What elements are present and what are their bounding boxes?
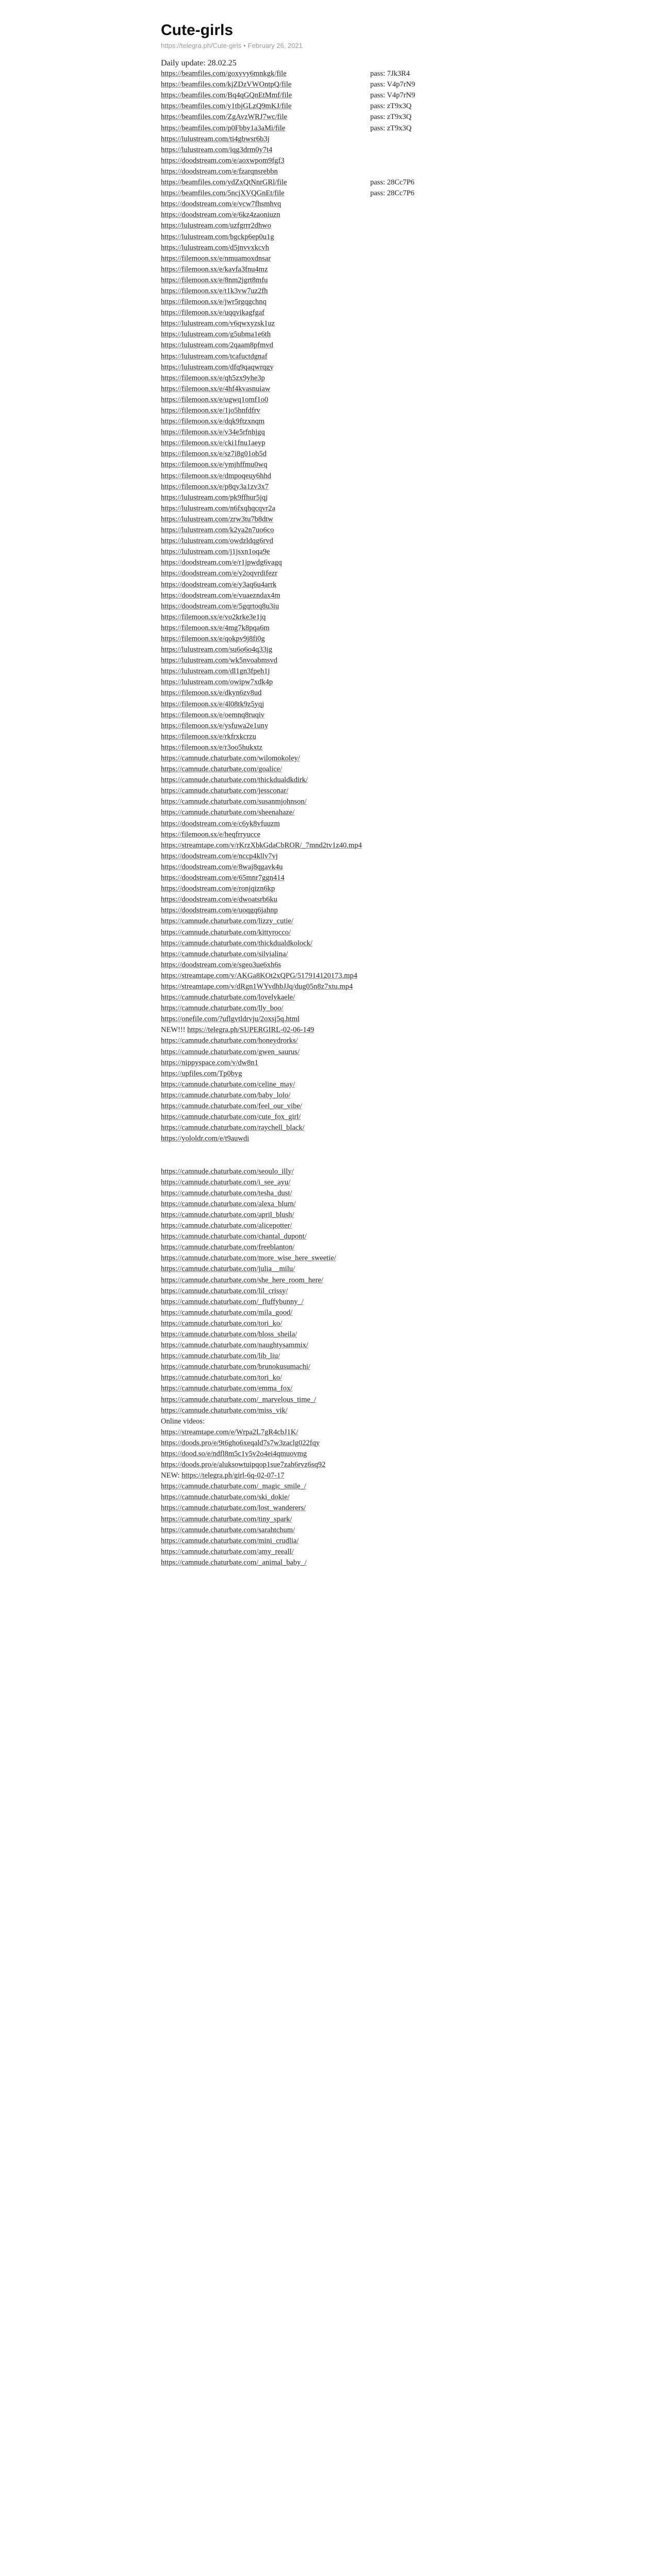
external-link[interactable]: https://streamtape.com/e/Wrpa2L7gR4cbJ1K/ <box>161 1428 299 1436</box>
external-link[interactable]: https://camnude.chaturbate.com/tiny_spark/ <box>161 1515 292 1523</box>
external-link[interactable]: https://camnude.chaturbate.com/more_wise_here_sweetie/ <box>161 1254 336 1263</box>
external-link[interactable]: https://streamtape.com/v/AKGa8KOt2xQPG/517914120173.mp4 <box>161 971 357 980</box>
external-link[interactable]: https://camnude.chaturbate.com/seoulo_illy/ <box>161 1167 294 1176</box>
password-text: pass: zT9x3Q <box>370 102 412 111</box>
external-link[interactable]: https://doodstream.com/e/65mnr7ggn414 <box>161 874 285 883</box>
external-link[interactable]: https://camnude.chaturbate.com/lib_liu/ <box>161 1352 280 1361</box>
external-link[interactable]: https://telegra.ph/girl-6q-02-07-17 <box>181 1471 285 1480</box>
external-link[interactable]: https://lulustream.com/wk5nvoabmsvd <box>161 656 277 665</box>
external-link[interactable]: https://camnude.chaturbate.com/tori_ko/ <box>161 1374 283 1382</box>
list-item <box>161 829 501 840</box>
external-link[interactable]: https://filemoon.sx/e/kavfa3fnu4mz <box>161 265 268 274</box>
external-link[interactable]: https://camnude.chaturbate.com/mila_good/ <box>161 1308 293 1317</box>
external-link[interactable]: https://camnude.chaturbate.com/gwen_saurus/ <box>161 1047 300 1056</box>
list-item <box>161 351 501 362</box>
list-item <box>161 1003 501 1014</box>
list-item <box>161 1231 501 1242</box>
list-item <box>161 329 501 340</box>
external-link[interactable]: https://camnude.chaturbate.com/lizzy_cutie/ <box>161 917 293 926</box>
list-item <box>161 166 501 177</box>
external-link[interactable]: https://filemoon.sx/e/4hf4kvasnuiaw <box>161 384 271 393</box>
list-item <box>161 807 501 818</box>
list-item <box>161 525 501 536</box>
list-item <box>161 1318 501 1329</box>
external-link[interactable]: https://lulustream.com/uzfgrrr2dhwo <box>161 222 271 230</box>
external-link[interactable]: https://doodstream.com/e/r1jpwdg6vagq <box>161 558 282 567</box>
list-item <box>161 101 501 112</box>
list-item <box>161 438 501 449</box>
list-item <box>161 449 501 460</box>
external-link[interactable]: https://filemoon.sx/e/vo2krke3e1jq <box>161 613 266 621</box>
external-link[interactable]: https://doodstream.com/e/sgeo3ue6xh6s <box>161 960 282 969</box>
external-link[interactable]: https://camnude.chaturbate.com/jessconar/ <box>161 787 289 795</box>
external-link[interactable]: https://camnude.chaturbate.com/brunokusumachi/ <box>161 1363 310 1371</box>
password-text: pass: 28Cc7P6 <box>370 178 415 187</box>
list-item <box>161 427 501 438</box>
list-item <box>161 1036 501 1046</box>
list-item <box>161 156 501 166</box>
password-text: pass: V4p7rN9 <box>370 80 416 89</box>
external-link[interactable]: https://lulustream.com/pk9ffhur5jqj <box>161 493 268 502</box>
list-item <box>161 405 501 416</box>
external-link[interactable]: https://filemoon.sx/e/cki1fnu1aeyp <box>161 439 266 448</box>
external-link[interactable]: https://camnude.chaturbate.com/thickdualdkolock/ <box>161 939 312 947</box>
list-item <box>161 1383 501 1394</box>
external-link[interactable]: https://lulustream.com/zrw3tu7b8dtw <box>161 515 273 523</box>
external-link[interactable]: https://camnude.chaturbate.com/alicepotter/ <box>161 1222 292 1230</box>
external-link[interactable]: https://lulustream.com/d5jnvvxkcvh <box>161 243 269 252</box>
list-item <box>161 253 501 264</box>
external-link[interactable]: https://camnude.chaturbate.com/_marvelous_time_/ <box>161 1395 317 1404</box>
list-item <box>161 819 501 829</box>
list-item <box>161 1014 501 1025</box>
external-link[interactable]: https://camnude.chaturbate.com/_magic_smile_/ <box>161 1482 306 1491</box>
external-link[interactable]: https://doodstream.com/e/5gqrtoq8u3iu <box>161 602 279 611</box>
external-link[interactable]: https://doodstream.com/e/6kz4zaoniuzn <box>161 211 280 219</box>
list-item <box>161 742 501 753</box>
external-link[interactable]: https://camnude.chaturbate.com/raychell_black/ <box>161 1124 305 1132</box>
list-item <box>161 1557 501 1568</box>
list-item <box>161 775 501 786</box>
external-link[interactable]: https://camnude.chaturbate.com/kittyrocco/ <box>161 928 291 937</box>
article-date: February 26, 2021 <box>247 42 303 49</box>
list-item <box>161 1188 501 1199</box>
list-item <box>161 645 501 655</box>
external-link[interactable]: https://filemoon.sx/e/v34e5rfnhjgq <box>161 428 265 437</box>
list-item <box>161 1199 501 1210</box>
external-link[interactable]: https://camnude.chaturbate.com/emma_fox/ <box>161 1384 293 1393</box>
external-link[interactable]: https://camnude.chaturbate.com/tesha_dust/ <box>161 1189 292 1197</box>
link-list <box>161 69 501 1568</box>
list-item <box>161 1460 501 1470</box>
list-item <box>161 1427 501 1438</box>
list-item <box>161 362 501 373</box>
external-link[interactable]: https://camnude.chaturbate.com/ski_dokie/ <box>161 1493 290 1502</box>
list-item <box>161 1438 501 1449</box>
list-item <box>161 949 501 960</box>
list-item <box>161 905 501 916</box>
external-link[interactable]: https://camnude.chaturbate.com/chantal_dupont/ <box>161 1232 307 1241</box>
list-item <box>161 916 501 927</box>
external-link[interactable]: https://camnude.chaturbate.com/tori_ko/ <box>161 1319 283 1328</box>
line-label: NEW!!! <box>161 1026 188 1035</box>
list-item <box>161 471 501 482</box>
list-item <box>161 894 501 905</box>
list-item <box>161 721 501 732</box>
list-item <box>161 981 501 992</box>
list-item <box>161 623 501 634</box>
list-item <box>161 384 501 395</box>
list-item <box>161 145 501 156</box>
list-item <box>161 1253 501 1264</box>
list-item <box>161 90 501 101</box>
external-link[interactable]: https://doodstream.com/e/y2oqvrdifezr <box>161 569 277 578</box>
list-item <box>161 221 501 231</box>
list-item <box>161 764 501 775</box>
list-item <box>161 710 501 721</box>
list-item <box>161 634 501 645</box>
list-item <box>161 1351 501 1362</box>
list-item <box>161 482 501 493</box>
list-item <box>161 493 501 503</box>
list-item <box>161 318 501 329</box>
external-link[interactable]: https://lulustream.com/dfq9qaqwrqgy <box>161 363 274 371</box>
external-link[interactable]: https://beamfiles.com/Bq4qGQnEtMmf/file <box>161 91 292 100</box>
external-link[interactable]: https://filemoon.sx/e/nmuamoxdnsar <box>161 254 271 263</box>
external-link[interactable]: https://beamfiles.com/ZgAvzWRJ7wc/file <box>161 113 287 122</box>
list-item <box>161 460 501 470</box>
external-link[interactable]: https://camnude.chaturbate.com/naughtysammix/ <box>161 1341 308 1350</box>
list-item <box>161 188 501 199</box>
list-item <box>161 1166 501 1177</box>
list-item <box>161 1275 501 1286</box>
external-link[interactable]: https://filemoon.sx/e/sz7i8g01ob5d <box>161 450 267 459</box>
external-link[interactable]: https://camnude.chaturbate.com/cute_fox_girl/ <box>161 1113 301 1122</box>
list-item <box>161 612 501 623</box>
list-item <box>161 677 501 688</box>
list-item <box>161 547 501 557</box>
external-link[interactable]: https://filemoon.sx/e/t1k3vw7uz2fh <box>161 286 268 295</box>
external-link[interactable]: https://camnude.chaturbate.com/julia__milu/ <box>161 1265 295 1274</box>
external-link[interactable]: https://filemoon.sx/e/heqfrryucce <box>161 830 260 839</box>
list-item <box>161 971 501 981</box>
list-item <box>161 1329 501 1340</box>
list-item <box>161 786 501 796</box>
external-link[interactable]: https://doodstream.com/e/ronjqizn6kp <box>161 885 275 893</box>
external-link[interactable]: https://doods.pro/e/9t6gho6xeqald7s7w3zaclg022fqy <box>161 1438 320 1447</box>
list-item <box>161 210 501 221</box>
external-link[interactable]: https://doodstream.com/e/fzarqnsrebbn <box>161 167 278 176</box>
list-item <box>161 1079 501 1090</box>
external-link[interactable]: https://camnude.chaturbate.com/susanmjohnson/ <box>161 798 307 806</box>
external-link[interactable]: https://filemoon.sx/e/ugwq1omf1o0 <box>161 395 269 404</box>
list-item <box>161 666 501 677</box>
external-link[interactable]: https://camnude.chaturbate.com/feel_our_vibe/ <box>161 1102 302 1110</box>
external-link[interactable]: https://doodstream.com/e/8waj8qgavk4u <box>161 862 283 871</box>
external-link[interactable]: https://filemoon.sx/e/jwr5rgqgchnq <box>161 298 267 307</box>
external-link[interactable]: https://doodstream.com/e/uoqgq6jahnp <box>161 906 278 915</box>
list-item <box>161 568 501 579</box>
list-item <box>161 1221 501 1231</box>
list-item <box>161 1177 501 1188</box>
list-item <box>161 1492 501 1503</box>
list-item <box>161 275 501 286</box>
list-item <box>161 1362 501 1372</box>
external-link[interactable]: https://filemoon.sx/e/uqqvikagfgaf <box>161 309 264 317</box>
external-link[interactable]: https://camnude.chaturbate.com/baby_lolo/ <box>161 1091 291 1099</box>
password-text: pass: zT9x3Q <box>370 124 412 132</box>
external-link[interactable]: https://filemoon.sx/e/1jo5hnfdfrv <box>161 406 260 415</box>
list-item <box>161 1069 501 1079</box>
list-item <box>161 1297 501 1308</box>
list-item <box>161 1123 501 1133</box>
external-link[interactable]: https://camnude.chaturbate.com/goalice/ <box>161 765 283 774</box>
external-link[interactable]: https://beamfiles.com/5ncjXVQGnEt/file <box>161 189 285 198</box>
list-item <box>161 1405 501 1416</box>
article-url[interactable]: https://telegra.ph/Cute-girls <box>161 42 242 49</box>
list-item <box>161 1308 501 1318</box>
external-link[interactable]: https://beamfiles.com/ydZxQtNnrGRl/file <box>161 178 287 187</box>
external-link[interactable]: https://camnude.chaturbate.com/she_here_room_here/ <box>161 1276 323 1284</box>
external-link[interactable]: https://onefile.com/?uflgvtldrvju/2oxsj5q.html <box>161 1015 300 1024</box>
external-link[interactable]: https://camnude.chaturbate.com/lost_wanderers/ <box>161 1504 306 1513</box>
list-item <box>161 753 501 764</box>
list-item <box>161 232 501 243</box>
list-item <box>161 308 501 318</box>
external-link[interactable]: https://filemoon.sx/e/4l08tk9z5yqj <box>161 700 264 708</box>
external-link[interactable]: https://lulustream.com/k2ya2n7uo6co <box>161 526 274 535</box>
list-item <box>161 1416 501 1427</box>
list-item <box>161 1058 501 1069</box>
external-link[interactable]: https://filemoon.sx/e/ysfuwa2e1uny <box>161 721 269 730</box>
external-link[interactable]: https://lulustream.com/j1jsxn1oqa9e <box>161 548 270 556</box>
list-item <box>161 1210 501 1221</box>
external-link[interactable]: https://lulustream.com/owipw7xdk4p <box>161 678 273 687</box>
external-link[interactable]: https://doodstream.com/e/c6yk8vfuuzm <box>161 819 280 828</box>
password-text: pass: zT9x3Q <box>370 113 412 122</box>
external-link[interactable]: https://lulustream.com/v6qwxyzsk1uz <box>161 319 275 328</box>
list-item <box>161 1047 501 1058</box>
list-item <box>161 960 501 971</box>
external-link[interactable]: https://yololdr.com/e/t9auwdi <box>161 1134 250 1143</box>
external-link[interactable]: https://filemoon.sx/e/rkfrxkcrzu <box>161 732 256 741</box>
external-link[interactable]: https://filemoon.sx/e/oemnq8ruqiv <box>161 710 264 719</box>
external-link[interactable]: https://camnude.chaturbate.com/sarahtchum/ <box>161 1526 295 1534</box>
list-item <box>161 79 501 90</box>
external-link[interactable]: https://camnude.chaturbate.com/_animal_baby_/ <box>161 1558 307 1567</box>
list-item <box>161 1470 501 1481</box>
external-link[interactable]: https://camnude.chaturbate.com/celine_may/ <box>161 1080 295 1089</box>
article <box>161 21 501 1568</box>
spacer <box>161 1155 501 1166</box>
page-title: Cute-girls <box>161 22 234 39</box>
external-link[interactable]: https://doods.pro/e/aluksowtuipqop1sue7zah6rvz6sq92 <box>161 1461 326 1469</box>
list-item <box>161 1133 501 1144</box>
external-link[interactable]: https://streamtape.com/v/dRgn1WYvdhbJJq/dug05n8z7xtu.mp4 <box>161 982 353 991</box>
list-item <box>161 1286 501 1297</box>
list-item <box>161 873 501 884</box>
external-link[interactable]: https://camnude.chaturbate.com/amy_reeall/ <box>161 1547 294 1556</box>
external-link[interactable]: https://filemoon.sx/e/4mg7k8pqa6m <box>161 623 270 632</box>
list-item <box>161 1372 501 1383</box>
list-item <box>161 1449 501 1460</box>
external-link[interactable]: https://filemoon.sx/e/p8qy3a1zv3x7 <box>161 482 269 491</box>
list-item <box>161 1101 501 1112</box>
external-link[interactable]: https://camnude.chaturbate.com/sheenahaze/ <box>161 808 295 817</box>
list-item <box>161 1514 501 1525</box>
external-link[interactable]: https://camnude.chaturbate.com/lil_crissy/ <box>161 1286 288 1295</box>
list-item <box>161 243 501 253</box>
external-link[interactable]: https://camnude.chaturbate.com/silvialina/ <box>161 950 288 958</box>
list-item <box>161 416 501 427</box>
external-link[interactable]: https://filemoon.sx/e/qokpv9j8fi0g <box>161 634 265 643</box>
external-link[interactable]: https://lulustream.com/iqg3drm0y7t4 <box>161 145 273 154</box>
external-link[interactable]: https://doodstream.com/e/aoxwpom9fgf3 <box>161 156 285 165</box>
external-link[interactable]: https://nippyspace.com/v/dw8n1 <box>161 1058 258 1067</box>
list-item <box>161 884 501 894</box>
line-label: NEW: <box>161 1471 182 1480</box>
list-item <box>161 395 501 405</box>
list-item <box>161 373 501 384</box>
external-link[interactable]: https://filemoon.sx/e/dqk9ftzxnqm <box>161 417 264 426</box>
list-item <box>161 1112 501 1123</box>
list-item <box>161 177 501 188</box>
external-link[interactable]: https://camnude.chaturbate.com/lly_boo/ <box>161 1004 284 1013</box>
list-item <box>161 514 501 525</box>
external-link[interactable]: https://beamfiles.com/goxyvy6mnkgk/file <box>161 70 287 78</box>
list-item <box>161 1481 501 1492</box>
external-link[interactable]: https://camnude.chaturbate.com/i_see_ayu/ <box>161 1178 291 1187</box>
external-link[interactable]: https://lulustream.com/owdzldqg6rvd <box>161 537 273 546</box>
spacer <box>161 1144 501 1155</box>
external-link[interactable]: https://camnude.chaturbate.com/miss_vik/ <box>161 1406 288 1415</box>
list-item <box>161 297 501 308</box>
external-link[interactable]: https://camnude.chaturbate.com/bloss_sheila/ <box>161 1330 297 1338</box>
list-item <box>161 286 501 297</box>
external-link[interactable]: https://camnude.chaturbate.com/freeblanton/ <box>161 1243 295 1252</box>
list-item <box>161 1547 501 1557</box>
external-link[interactable]: https://lulustream.com/g5ubma1e6th <box>161 330 271 339</box>
external-link[interactable]: https://doodstream.com/e/vuaezndax4m <box>161 591 280 600</box>
external-link[interactable]: https://telegra.ph/SUPERGIRL-02-06-149 <box>187 1026 315 1035</box>
external-link[interactable]: https://doodstream.com/e/y3aq6u4arrk <box>161 580 277 589</box>
external-link[interactable]: https://doodstream.com/e/nccp4kllv7vj <box>161 852 278 860</box>
list-item <box>161 1242 501 1253</box>
external-link[interactable]: https://camnude.chaturbate.com/april_blush/ <box>161 1210 294 1219</box>
list-item <box>161 264 501 275</box>
external-link[interactable]: https://lulustream.com/ti4gbwsr6b3j <box>161 134 270 143</box>
external-link[interactable]: https://filemoon.sx/e/dmpoqeuy6hhd <box>161 471 271 480</box>
list-item <box>161 862 501 873</box>
list-item <box>161 1340 501 1351</box>
list-item <box>161 601 501 612</box>
list-item <box>161 992 501 1003</box>
list-item <box>161 699 501 710</box>
list-item <box>161 340 501 351</box>
list-item <box>161 927 501 938</box>
list-item <box>161 1395 501 1405</box>
list-item <box>161 134 501 145</box>
password-text: pass: 7Jk3R4 <box>370 70 410 78</box>
password-text: pass: V4p7rN9 <box>370 91 416 100</box>
list-item <box>161 1090 501 1101</box>
meta-separator: • <box>243 42 246 49</box>
list-item <box>161 503 501 514</box>
list-item <box>161 655 501 666</box>
external-link[interactable]: https://streamtape.com/v/rKrzXbkGdaCbROR/_7mnd2tv1z40.mp4 <box>161 841 362 850</box>
list-item <box>161 536 501 547</box>
intro-text: Daily update: 28.02.25 <box>161 59 237 67</box>
list-item <box>161 1503 501 1514</box>
external-link[interactable]: https://camnude.chaturbate.com/mini_crudlia/ <box>161 1536 299 1545</box>
external-link[interactable]: https://dood.so/e/ndfl8m5c1v5v2o4ei4qmuovmg <box>161 1450 307 1458</box>
list-item <box>161 796 501 807</box>
external-link[interactable]: https://lulustream.com/n6fxqhqcqvr2a <box>161 504 275 513</box>
external-link[interactable]: https://lulustream.com/bgckp6ep0u1g <box>161 232 274 241</box>
external-link[interactable]: https://camnude.chaturbate.com/alexa_blurn/ <box>161 1199 296 1208</box>
external-link[interactable]: https://lulustream.com/tcafuctdgnaf <box>161 352 268 361</box>
external-link[interactable]: https://camnude.chaturbate.com/honeydrorks/ <box>161 1037 298 1045</box>
article-meta <box>161 41 501 50</box>
list-item <box>161 938 501 949</box>
list-item <box>161 688 501 699</box>
external-link[interactable]: https://doodstream.com/e/vcw7fhsmhvq <box>161 200 282 209</box>
list-item <box>161 1536 501 1547</box>
list-item <box>161 590 501 601</box>
external-link[interactable]: https://filemoon.sx/e/8nm2jgrt8mfu <box>161 276 268 284</box>
list-item <box>161 69 501 79</box>
list-item <box>161 199 501 210</box>
line-label: Online videos: <box>161 1417 205 1426</box>
external-link[interactable]: https://lulustream.com/dl1gn3fpeh1j <box>161 667 270 676</box>
external-link[interactable]: https://beamfiles.com/y1tbjGLzQ9mKJ/file <box>161 102 292 111</box>
list-item <box>161 112 501 123</box>
external-link[interactable]: https://camnude.chaturbate.com/thickdualdkdirk/ <box>161 776 308 785</box>
external-link[interactable]: https://upfiles.com/Tp0byg <box>161 1069 242 1078</box>
list-item <box>161 840 501 851</box>
external-link[interactable]: https://filemoon.sx/e/r3oo5hukxtz <box>161 743 262 752</box>
list-item <box>161 580 501 590</box>
external-link[interactable]: https://camnude.chaturbate.com/lovelykaele/ <box>161 993 295 1002</box>
external-link[interactable]: https://beamfiles.com/p0Fbby1a3aMi/file <box>161 124 286 132</box>
external-link[interactable]: https://filemoon.sx/e/ymjhffmu0wq <box>161 461 268 469</box>
external-link[interactable]: https://lulustream.com/su6o6o4q33jg <box>161 646 273 654</box>
list-item <box>161 123 501 134</box>
list-item <box>161 557 501 568</box>
list-item <box>161 732 501 742</box>
password-text: pass: 28Cc7P6 <box>370 189 415 198</box>
external-link[interactable]: https://doodstream.com/e/dwoatsrb6ku <box>161 895 277 904</box>
external-link[interactable]: https://camnude.chaturbate.com/wilomokoley/ <box>161 754 300 762</box>
external-link[interactable]: https://filemoon.sx/e/dkyn6zv8ud <box>161 689 262 698</box>
list-item <box>161 851 501 862</box>
external-link[interactable]: https://filemoon.sx/e/qh5zx9yhe3p <box>161 374 265 382</box>
list-item <box>161 1025 501 1036</box>
list-item <box>161 1525 501 1536</box>
external-link[interactable]: https://beamfiles.com/kjZDzVWOntpQ/file <box>161 80 292 89</box>
list-item <box>161 1264 501 1275</box>
external-link[interactable]: https://lulustream.com/2qaam8pfmvd <box>161 341 273 350</box>
external-link[interactable]: https://camnude.chaturbate.com/_fluffybunny_/ <box>161 1297 304 1306</box>
